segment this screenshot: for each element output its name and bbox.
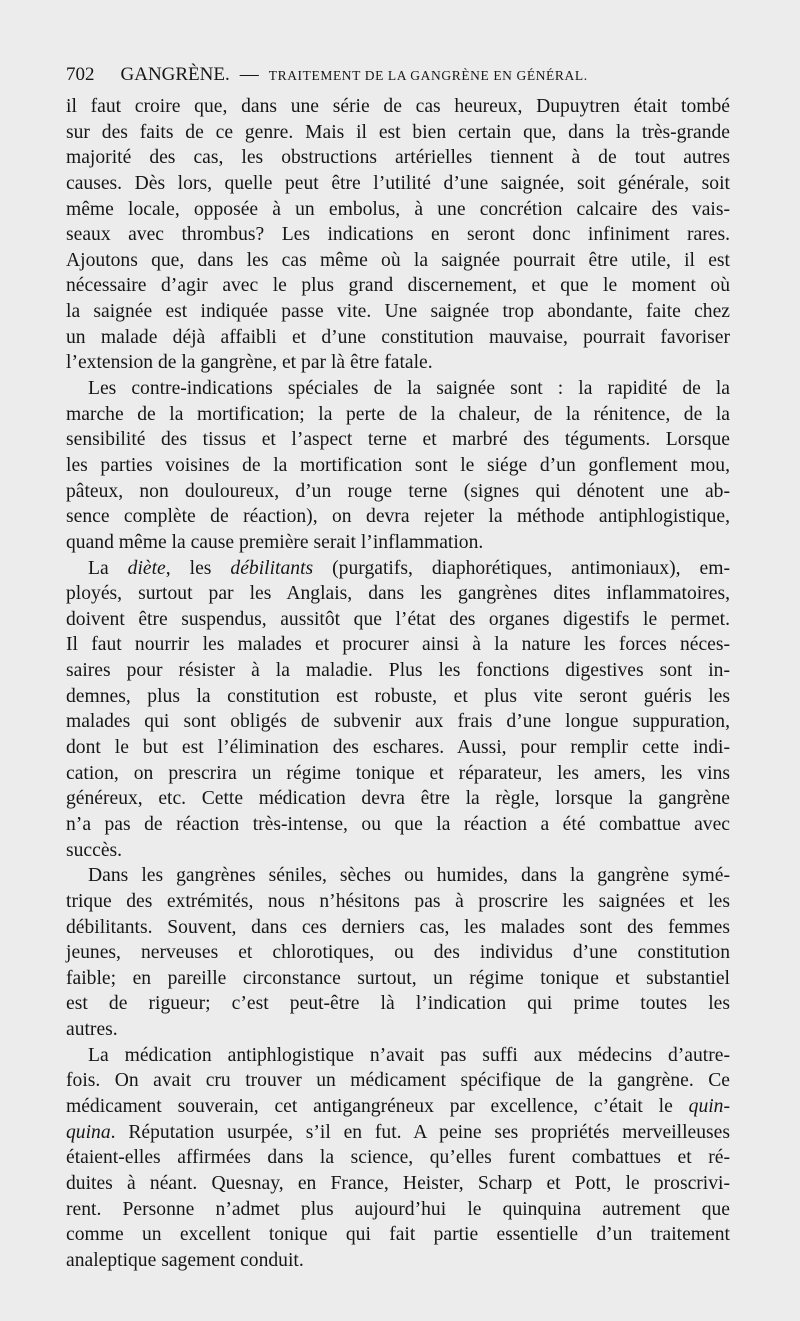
page-number: 702 [66,64,95,85]
text-line: Il faut nourrir les malades et procurer ainsi à la nature les forces néces- [66,634,730,656]
text-line: rent. Personne n’admet plus aujourd’hui le quinquina autrement que [66,1198,730,1220]
text-line: analeptique sagement conduit. [66,1249,304,1271]
section-title: TRAITEMENT DE LA GANGRÈNE EN GÉNÉRAL. [268,68,588,83]
text-line: un malade déjà affaibli et d’une constitution mauvaise, pourrait favoriser [66,326,730,348]
text-line: cation, on prescrira un régime tonique et réparateur, les amers, les vins [66,762,730,784]
text-line: l’extension de la gangrène, et par là être fatale. [66,352,433,374]
text-line: même locale, opposée à un embolus, à une concrétion calcaire des vais- [66,198,730,220]
text-line: généreux, etc. Cette médication devra être la règle, lorsque la gangrène [66,788,730,810]
text-line: sensibilité des tissus et l’aspect terne et marbré des téguments. Lorsque [66,429,730,451]
text-line: fois. On avait cru trouver un médicament spécifique de la gangrène. Ce [66,1070,730,1092]
text-line: les parties voisines de la mortification sont le siége d’un gonflement mou, [66,454,730,476]
paragraph-start-line: La médication antiphlogistique n’avait pas suffi aux médecins d’autre- [88,1044,730,1066]
text-line: la saignée est indiquée passe vite. Une saignée trop abondante, faite chez [66,301,730,323]
text-line: succès. [66,839,123,861]
text-line: pâteux, non douloureux, d’un rouge terne (signes qui dénotent une ab- [66,480,730,502]
text-line: demnes, plus la constitution est robuste, et plus vite seront guéris les [66,685,730,707]
running-header [66,60,746,90]
paragraph-start-line: La diète, les débilitants (purgatifs, diaphorétiques, antimoniaux), em- [88,557,730,579]
text-line: autres. [66,1019,118,1041]
page-body [66,94,730,1273]
paragraph-start-line: Dans les gangrènes séniles, sèches ou humides, dans la gangrène symé- [88,865,730,887]
text-line: n’a pas de réaction très-intense, ou que la réaction a été combattue avec [66,813,730,835]
text-line: dont le but est l’élimination des eschares. Aussi, pour remplir cette indi- [66,737,730,759]
text-line: Ajoutons que, dans les cas même où la saignée pourrait être utile, il est [66,249,730,271]
text-line: saires pour résister à la maladie. Plus les fonctions digestives sont in- [66,660,730,682]
text-line: étaient-elles affirmées dans la science, qu’elles furent combattues et ré- [66,1147,730,1169]
text-line: causes. Dès lors, quelle peut être l’utilité d’une saignée, soit générale, soit [66,172,730,194]
text-line: majorité des cas, les obstructions artérielles tiennent à de tout autres [66,147,730,169]
text-line: malades qui sont obligés de subvenir aux frais d’une longue suppuration, [66,711,730,733]
text-line: doivent être suspendus, aussitôt que l’état des organes digestifs le permet. [66,608,730,630]
text-line: sur des faits de ce genre. Mais il est bien certain que, dans la très-grande [66,121,730,143]
text-line: ployés, surtout par les Anglais, dans les gangrènes dites inflammatoires, [66,583,730,605]
header-separator: — [239,64,259,85]
text-line: marche de la mortification; la perte de la chaleur, de la rénitence, de la [66,403,730,425]
text-line: trique des extrémités, nous n’hésitons pas à proscrire les saignées et les [66,890,730,912]
text-line: duites à néant. Quesnay, en France, Heister, Scharp et Pott, le proscrivi- [66,1172,730,1194]
text-line: est de rigueur; c’est peut-être là l’indication qui prime toutes les [66,993,730,1015]
chapter-title: GANGRÈNE. [120,64,230,85]
text-line: médicament souverain, cet antigangréneux par excellence, c’était le quin- [66,1095,730,1117]
paragraph-start-line: Les contre-indications spéciales de la saignée sont : la rapidité de la [88,378,730,400]
text-line: quina. Réputation usurpée, s’il en fut. A peine ses propriétés merveilleuses [66,1121,730,1143]
text-line: seaux avec thrombus? Les indications en seront donc infiniment rares. [66,224,730,246]
text-line: débilitants. Souvent, dans ces derniers cas, les malades sont des femmes [66,916,730,938]
text-line: jeunes, nerveuses et chlorotiques, ou des individus d’une constitution [66,942,730,964]
text-line: quand même la cause première serait l’inflammation. [66,531,484,553]
text-line: faible; en pareille circonstance surtout, un régime tonique et substantiel [66,967,730,989]
text-line: nécessaire d’agir avec le plus grand discernement, et que le moment où [66,275,730,297]
text-line: il faut croire que, dans une série de cas heureux, Dupuytren était tombé [66,96,730,117]
text-line: comme un excellent tonique qui fait partie essentielle d’un traitement [66,1224,730,1246]
text-line: sence complète de réaction), on devra rejeter la méthode antiphlogistique, [66,506,730,528]
